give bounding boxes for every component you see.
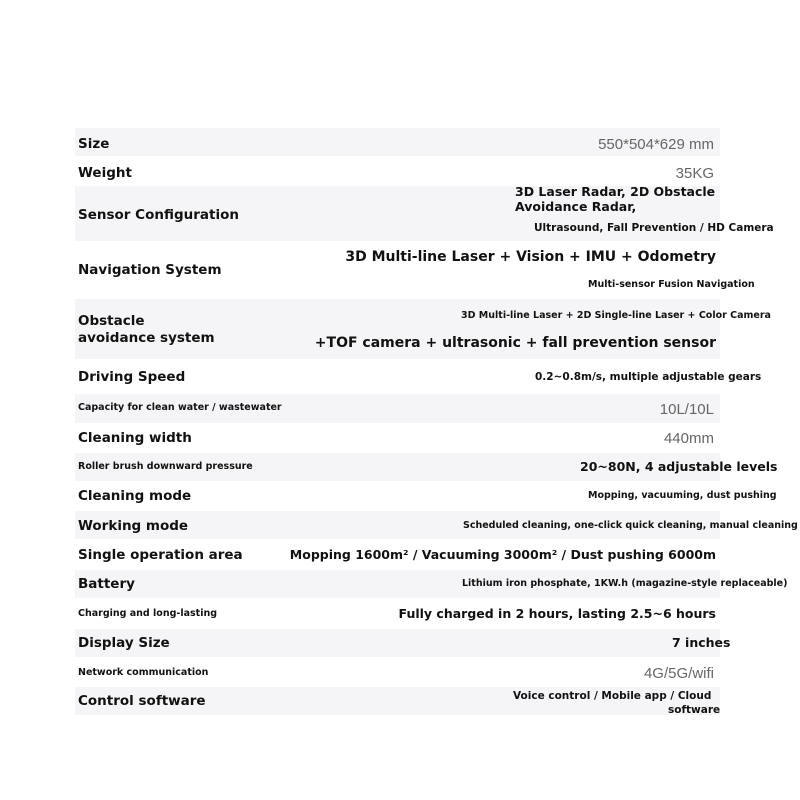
spec-row-charging [75, 600, 720, 628]
spec-label: Weight [78, 165, 132, 181]
spec-value-line: Voice control / Mobile app / Cloud [513, 690, 712, 702]
spec-label-line: Obstacle [78, 313, 145, 329]
spec-value-line: Avoidance Radar, [515, 199, 637, 214]
spec-row-operation-area [75, 541, 720, 569]
spec-value: 20~80N, 4 adjustable levels [580, 459, 778, 474]
spec-row-capacity [75, 394, 720, 423]
spec-label: Battery [78, 576, 135, 592]
spec-row-brush-pressure [75, 453, 778, 481]
spec-value-sub: Multi-sensor Fusion Navigation [588, 279, 755, 290]
spec-row-weight [75, 157, 720, 185]
spec-row-sensor-configuration [75, 184, 774, 241]
spec-row-battery [75, 570, 788, 598]
spec-value: 7 inches [672, 635, 731, 650]
spec-label: Driving Speed [78, 369, 186, 385]
spec-row-size [75, 128, 720, 156]
spec-value-line: +TOF camera + ultrasonic + fall prevention sensor [314, 335, 716, 351]
spec-label: Working mode [78, 518, 189, 534]
spec-row-network [75, 658, 720, 686]
spec-label: Display Size [78, 635, 170, 651]
spec-row-cleaning-mode [75, 482, 777, 510]
spec-row-obstacle-avoidance [75, 299, 771, 359]
spec-label: Navigation System [78, 262, 222, 278]
spec-label: Cleaning mode [78, 488, 192, 504]
spec-value: 0.2~0.8m/s, multiple adjustable gears [535, 371, 762, 383]
spec-value-line: software [668, 704, 721, 716]
spec-row-driving-speed [75, 364, 762, 392]
spec-row-display-size [75, 629, 731, 657]
spec-label: Size [78, 136, 110, 152]
spec-value-line: 3D Multi-line Laser + 2D Single-line Laser + Color Camera [461, 310, 771, 321]
spec-label: Roller brush downward pressure [78, 461, 253, 472]
spec-row-working-mode [75, 511, 798, 539]
spec-value-line: Ultrasound, Fall Prevention / HD Camera [534, 222, 774, 234]
spec-value: 550*504*629 mm [598, 136, 714, 153]
spec-label: Network communication [78, 667, 209, 678]
spec-label: Cleaning width [78, 430, 192, 446]
spec-label: Sensor Configuration [78, 207, 239, 223]
spec-value: Lithium iron phosphate, 1KW.h (magazine-style replaceable) [462, 578, 788, 589]
spec-value-main: 3D Multi-line Laser + Vision + IMU + Odometry [345, 249, 716, 265]
spec-value: 10L/10L [659, 401, 714, 418]
spec-value: 4G/5G/wifi [643, 665, 714, 682]
spec-label-line: avoidance system [78, 330, 215, 346]
spec-row-control-software [75, 687, 720, 715]
spec-value-line: 3D Laser Radar, 2D Obstacle [515, 184, 716, 199]
spec-value: Scheduled cleaning, one-click quick cleaning, manual cleaning [463, 520, 798, 531]
spec-label: Control software [78, 693, 206, 709]
spec-value: Mopping, vacuuming, dust pushing [588, 490, 777, 501]
spec-value: Fully charged in 2 hours, lasting 2.5~6 hours [398, 606, 716, 621]
spec-label: Single operation area [78, 547, 243, 563]
spec-value: Mopping 1600m² / Vacuuming 3000m² / Dust pushing 6000m [289, 547, 716, 562]
spec-label: Capacity for clean water / wastewater [78, 402, 282, 413]
spec-value: 35KG [675, 165, 714, 182]
spec-row-navigation-system [75, 242, 755, 298]
spec-value: 440mm [663, 430, 714, 447]
spec-row-cleaning-width [75, 424, 720, 452]
spec-label: Charging and long-lasting [78, 608, 218, 619]
